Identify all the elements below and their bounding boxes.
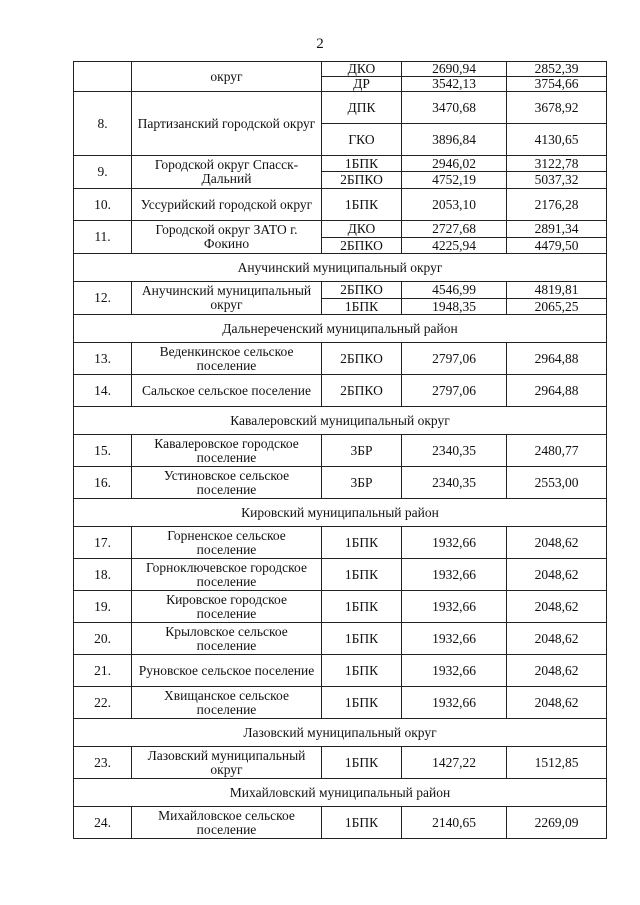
section-title: Михайловский муниципальный район xyxy=(74,779,607,807)
category-code: 1БПК xyxy=(322,747,402,779)
category-code: 2БПКО xyxy=(322,172,402,189)
tariff-value-1: 2140,65 xyxy=(402,807,507,839)
tariff-value-2: 1512,85 xyxy=(507,747,607,779)
municipality-name: Лазовский муниципальный округ xyxy=(132,747,322,779)
table-row xyxy=(74,156,607,172)
category-code: 1БПК xyxy=(322,527,402,559)
tariff-value-2: 4130,65 xyxy=(507,124,607,156)
tariff-value-1: 2690,94 xyxy=(402,62,507,77)
table-row xyxy=(74,189,607,221)
category-code: 2БПКО xyxy=(322,375,402,407)
table-row xyxy=(74,467,607,499)
category-code: 1БПК xyxy=(322,189,402,221)
municipality-name: округ xyxy=(132,62,322,92)
row-number: 15. xyxy=(74,435,132,467)
row-number: 11. xyxy=(74,221,132,254)
table-row xyxy=(74,527,607,559)
category-code: ДКО xyxy=(322,221,402,238)
municipality-name: Хвищанское сельское поселение xyxy=(132,687,322,719)
section-title: Лазовский муниципальный округ xyxy=(74,719,607,747)
municipality-name: Веденкинское сельское поселение xyxy=(132,343,322,375)
row-number: 19. xyxy=(74,591,132,623)
category-code: ДПК xyxy=(322,92,402,124)
municipality-name: Горненское сельское поселение xyxy=(132,527,322,559)
tariff-value-1: 1932,66 xyxy=(402,559,507,591)
tariff-value-1: 1427,22 xyxy=(402,747,507,779)
municipality-name: Городской округ ЗАТО г. Фокино xyxy=(132,221,322,254)
category-code: 1БПК xyxy=(322,299,402,315)
municipality-name: Партизанский городской округ xyxy=(132,92,322,156)
tariff-value-1: 1932,66 xyxy=(402,591,507,623)
tariff-value-1: 2053,10 xyxy=(402,189,507,221)
tariff-value-2: 3754,66 xyxy=(507,77,607,92)
tariff-value-1: 2340,35 xyxy=(402,435,507,467)
category-code: ГКО xyxy=(322,124,402,156)
tariff-value-1: 4546,99 xyxy=(402,282,507,299)
tariff-value-1: 1932,66 xyxy=(402,655,507,687)
tariff-value-2: 2048,62 xyxy=(507,527,607,559)
section-row xyxy=(74,254,607,282)
municipality-name: Крыловское сельское поселение xyxy=(132,623,322,655)
tariff-value-2: 2065,25 xyxy=(507,299,607,315)
tariff-value-1: 4752,19 xyxy=(402,172,507,189)
tariff-value-1: 3896,84 xyxy=(402,124,507,156)
section-title: Анучинский муниципальный округ xyxy=(74,254,607,282)
category-code: 1БПК xyxy=(322,623,402,655)
municipality-name: Михайловское сельское поселение xyxy=(132,807,322,839)
row-number: 17. xyxy=(74,527,132,559)
tariff-value-1: 4225,94 xyxy=(402,238,507,254)
row-number: 21. xyxy=(74,655,132,687)
section-row xyxy=(74,499,607,527)
table-row xyxy=(74,92,607,124)
municipality-name: Уссурийский городской округ xyxy=(132,189,322,221)
tariff-value-1: 3470,68 xyxy=(402,92,507,124)
table-row xyxy=(74,591,607,623)
table-row xyxy=(74,282,607,299)
row-number: 8. xyxy=(74,92,132,156)
tariff-value-1: 2797,06 xyxy=(402,375,507,407)
table-row xyxy=(74,655,607,687)
municipality-name: Городской округ Спасск-Дальний xyxy=(132,156,322,189)
table-row xyxy=(74,807,607,839)
row-number: 10. xyxy=(74,189,132,221)
row-number: 9. xyxy=(74,156,132,189)
row-number: 20. xyxy=(74,623,132,655)
tariff-value-1: 1948,35 xyxy=(402,299,507,315)
tariff-value-1: 1932,66 xyxy=(402,623,507,655)
section-row xyxy=(74,407,607,435)
category-code: ДКО xyxy=(322,62,402,77)
category-code: 3БР xyxy=(322,467,402,499)
section-row xyxy=(74,719,607,747)
category-code: ДР xyxy=(322,77,402,92)
category-code: 2БПКО xyxy=(322,238,402,254)
tariff-value-2: 2852,39 xyxy=(507,62,607,77)
tariff-value-2: 5037,32 xyxy=(507,172,607,189)
section-title: Кавалеровский муниципальный округ xyxy=(74,407,607,435)
tariff-value-2: 2480,77 xyxy=(507,435,607,467)
tariff-table xyxy=(73,61,607,839)
tariff-value-2: 3678,92 xyxy=(507,92,607,124)
tariff-value-1: 3542,13 xyxy=(402,77,507,92)
tariff-value-2: 2048,62 xyxy=(507,687,607,719)
category-code: 1БПК xyxy=(322,655,402,687)
municipality-name: Кировское городское поселение xyxy=(132,591,322,623)
tariff-value-2: 3122,78 xyxy=(507,156,607,172)
table-row xyxy=(74,747,607,779)
section-row xyxy=(74,315,607,343)
tariff-value-1: 2946,02 xyxy=(402,156,507,172)
tariff-value-2: 2964,88 xyxy=(507,343,607,375)
table-row xyxy=(74,343,607,375)
tariff-value-1: 2727,68 xyxy=(402,221,507,238)
tariff-value-2: 2048,62 xyxy=(507,623,607,655)
municipality-name: Кавалеровское городское поселение xyxy=(132,435,322,467)
page-number: 2 xyxy=(316,36,324,52)
row-number: 18. xyxy=(74,559,132,591)
municipality-name: Горноключевское городское поселение xyxy=(132,559,322,591)
tariff-value-2: 2269,09 xyxy=(507,807,607,839)
category-code: 1БПК xyxy=(322,591,402,623)
table-row xyxy=(74,221,607,238)
tariff-value-2: 2891,34 xyxy=(507,221,607,238)
municipality-name: Устиновское сельское поселение xyxy=(132,467,322,499)
table-row xyxy=(74,559,607,591)
table-row xyxy=(74,687,607,719)
table-row xyxy=(74,375,607,407)
tariff-value-2: 2964,88 xyxy=(507,375,607,407)
tariff-value-2: 4479,50 xyxy=(507,238,607,254)
category-code: 1БПК xyxy=(322,687,402,719)
table-row xyxy=(74,435,607,467)
category-code: 2БПКО xyxy=(322,282,402,299)
row-number: 23. xyxy=(74,747,132,779)
tariff-value-1: 2797,06 xyxy=(402,343,507,375)
category-code: 2БПКО xyxy=(322,343,402,375)
row-number: 13. xyxy=(74,343,132,375)
row-number xyxy=(74,62,132,92)
row-number: 14. xyxy=(74,375,132,407)
tariff-value-2: 2553,00 xyxy=(507,467,607,499)
row-number: 22. xyxy=(74,687,132,719)
tariff-value-1: 1932,66 xyxy=(402,687,507,719)
municipality-name: Анучинский муниципальный округ xyxy=(132,282,322,315)
section-row xyxy=(74,779,607,807)
tariff-value-1: 1932,66 xyxy=(402,527,507,559)
section-title: Дальнереченский муниципальный район xyxy=(74,315,607,343)
category-code: 3БР xyxy=(322,435,402,467)
table-row xyxy=(74,623,607,655)
row-number: 12. xyxy=(74,282,132,315)
tariff-value-2: 2048,62 xyxy=(507,591,607,623)
category-code: 1БПК xyxy=(322,807,402,839)
table-row xyxy=(74,62,607,77)
category-code: 1БПК xyxy=(322,559,402,591)
tariff-value-2: 2176,28 xyxy=(507,189,607,221)
category-code: 1БПК xyxy=(322,156,402,172)
section-title: Кировский муниципальный район xyxy=(74,499,607,527)
tariff-value-2: 2048,62 xyxy=(507,559,607,591)
tariff-value-2: 2048,62 xyxy=(507,655,607,687)
municipality-name: Сальское сельское поселение xyxy=(132,375,322,407)
row-number: 24. xyxy=(74,807,132,839)
municipality-name: Руновское сельское поселение xyxy=(132,655,322,687)
tariff-value-1: 2340,35 xyxy=(402,467,507,499)
tariff-value-2: 4819,81 xyxy=(507,282,607,299)
row-number: 16. xyxy=(74,467,132,499)
